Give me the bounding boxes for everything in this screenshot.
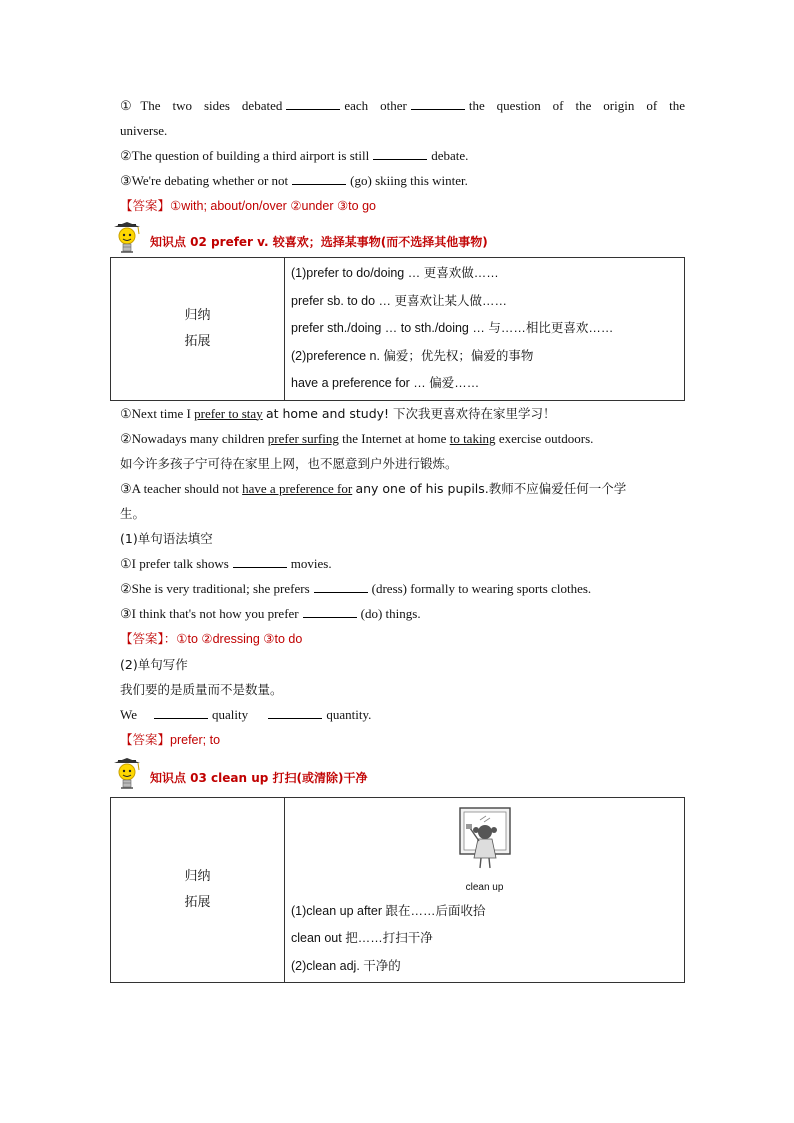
summary-row: clean out 把……打扫干净: [291, 931, 433, 945]
knowledge-point-title: 知识点 02 prefer v. 较喜欢；选择某事物(而不选择其他事物): [150, 235, 488, 249]
example-1: ①Next time I prefer to stay at home and study! 下次我更喜欢待在家里学习！: [120, 405, 556, 421]
fill-q3: ③I think that's not how you prefer (do) things.: [120, 605, 421, 621]
summary-label-cell: 归纳 拓展: [111, 258, 285, 401]
exercise-q1-cont: universe.: [120, 123, 168, 138]
blank[interactable]: [411, 98, 465, 110]
blank[interactable]: [292, 173, 346, 185]
graduate-bulb-icon: [112, 221, 142, 257]
knowledge-point-title: 知识点 03 clean up 打扫(或清除)干净: [150, 770, 368, 785]
example-3-cont: 生。: [120, 505, 146, 521]
document-page: [120, 93, 685, 983]
summary-row: (2)clean adj. 干净的: [291, 958, 401, 973]
answer-line: 【答案】①with; about/on/over ②under ③to go: [120, 198, 376, 213]
example-2-translation: 如今许多孩子宁可待在家里上网，也不愿意到户外进行锻炼。: [120, 455, 458, 471]
section-heading: (1)单句语法填空: [120, 530, 213, 546]
example-2: ②Nowadays many children prefer surfing the Internet at home to taking exercise outdoors.: [120, 430, 594, 446]
blank[interactable]: [154, 707, 208, 719]
writing-q: We quality quantity.: [120, 706, 372, 722]
clean-up-illustration-icon: [452, 806, 518, 886]
exercise-q1: ①The two sides debated each other the question of the origin of the: [120, 98, 685, 113]
blank[interactable]: [303, 606, 357, 618]
writing-prompt: 我们要的是质量而不是数量。: [120, 681, 283, 697]
summary-table-clean-up: [110, 797, 685, 984]
fill-q2: ②She is very traditional; she prefers (dress) formally to wearing sports clothes.: [120, 580, 592, 596]
summary-label-cell: 归纳 拓展: [111, 797, 285, 983]
summary-row: prefer sth./doing … to sth./doing … 与……相比更喜欢……: [291, 321, 614, 335]
blank[interactable]: [286, 98, 340, 110]
blank[interactable]: [314, 581, 368, 593]
summary-row: (1)prefer to do/doing … 更喜欢做……: [291, 266, 499, 280]
exercise-q3: ③We're debating whether or not (go) skiing this winter.: [120, 173, 468, 188]
example-3: ③A teacher should not have a preference for any one of his pupils.教师不应偏爱任何一个学: [120, 480, 627, 496]
summary-row: have a preference for … 偏爱……: [291, 376, 480, 390]
fill-q1: ①I prefer talk shows movies.: [120, 555, 332, 571]
answer-line: 【答案】：①to ②dressing ③to do: [120, 630, 303, 646]
section-heading: (2)单句写作: [120, 656, 188, 672]
blank[interactable]: [268, 707, 322, 719]
illustration-caption: clean up: [465, 881, 504, 893]
exercise-q2: ②The question of building a third airport is still debate.: [120, 148, 469, 163]
graduate-bulb-icon: [112, 757, 142, 793]
summary-table-prefer: [110, 257, 685, 401]
knowledge-point-02-header: [120, 223, 685, 257]
summary-row: (2)preference n. 偏爱；优先权；偏爱的事物: [291, 348, 534, 363]
summary-row: (1)clean up after 跟在……后面收拾: [291, 903, 486, 918]
summary-row: prefer sb. to do … 更喜欢让某人做……: [291, 293, 508, 308]
blank[interactable]: [233, 556, 287, 568]
summary-content-cell: [285, 258, 685, 401]
blank[interactable]: [373, 148, 427, 160]
answer-line: 【答案】prefer; to: [120, 731, 221, 747]
knowledge-point-03-header: [120, 759, 685, 793]
summary-content-cell: [285, 797, 685, 983]
